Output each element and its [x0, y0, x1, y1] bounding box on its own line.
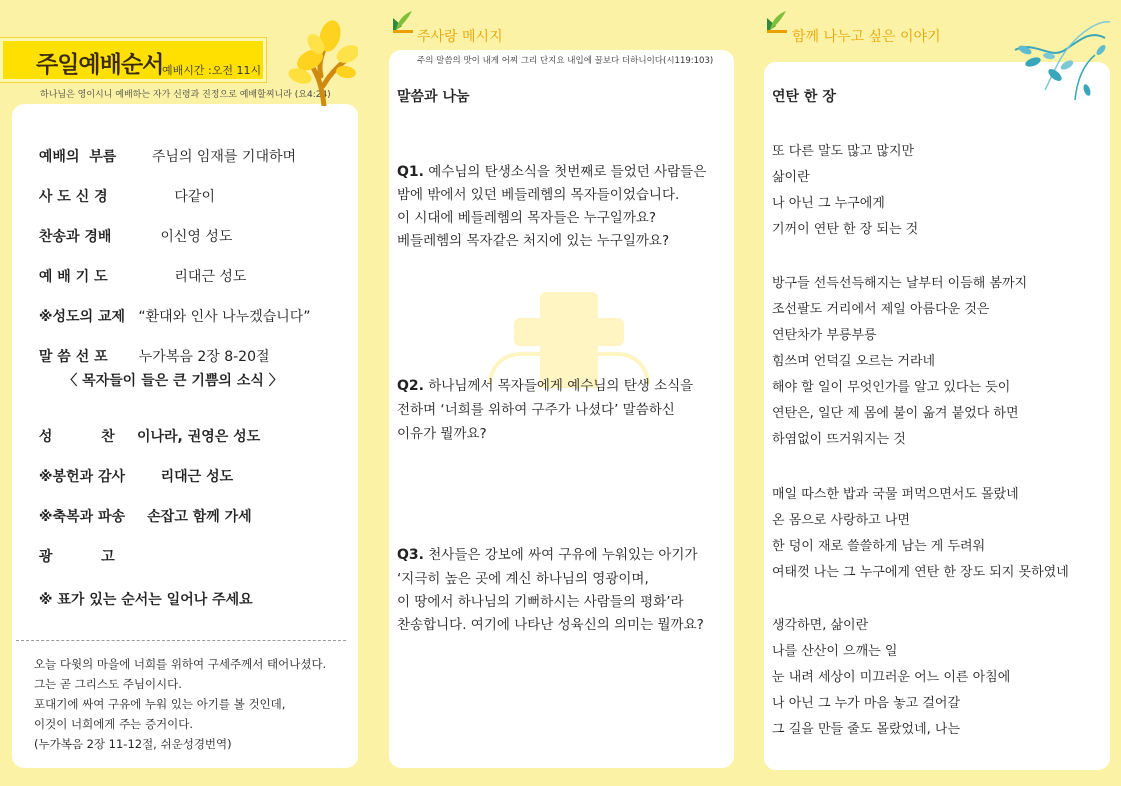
- footer-line: 그는 곧 그리스도 주님이시다.: [34, 677, 182, 691]
- order-label: ※봉헌과 감사: [38, 469, 126, 485]
- order-value: 주님의 임재를 기대하며: [151, 149, 297, 165]
- order-value: 리대근 성도: [160, 469, 234, 485]
- poem-line: 하염없이 뜨거워지는 것: [772, 432, 906, 447]
- poem-line: 조선팔도 거리에서 제일 아름다운 것은: [772, 302, 990, 317]
- poem-line: 해야 할 일이 무엇인가를 알고 있다는 듯이: [772, 380, 1011, 395]
- order-row: [30, 130, 296, 166]
- service-time: 예배시간 :오전 11시: [162, 64, 262, 77]
- question-line: 밤에 밖에서 있던 베들레헴의 목자들이었습니다.: [397, 187, 680, 203]
- poem-line: 연탄은, 일단 제 몸에 불이 옮겨 붙었다 하면: [772, 406, 1019, 421]
- order-row: [30, 410, 260, 446]
- question-line: 베들레헴의 목자같은 처지에 있는 누구일까요?: [397, 233, 670, 249]
- question-number: Q1.: [397, 164, 424, 180]
- section-header: 함께 나누고 싶은 이야기: [792, 29, 941, 45]
- poem-line: 나를 산산이 으깨는 일: [772, 644, 898, 659]
- footer-line: 이것이 너희에게 주는 증거이다.: [34, 717, 194, 731]
- leaf-icon: [390, 8, 414, 34]
- order-row: [30, 170, 215, 206]
- order-row: [30, 450, 233, 486]
- poem-line: 힘쓰며 언덕길 오르는 거라네: [772, 354, 936, 369]
- poem-line: 매일 따스한 밥과 국물 퍼먹으면서도 몰랐네: [772, 487, 1019, 502]
- order-label: 예 배 기 도: [38, 269, 108, 285]
- question-line: 전하며 ‘너희를 위하여 구주가 나셨다’ 말씀하신: [397, 402, 675, 418]
- footer-line: 오늘 다윗의 마을에 너희를 위하여 구세주께서 태어나셨다.: [34, 657, 327, 671]
- poem-line: 눈 내려 세상이 미끄러운 어느 이른 아침에: [772, 670, 1011, 685]
- question-line: 이유가 뭘까요?: [397, 426, 487, 442]
- poem-line: 나 아닌 그 누가 마음 놓고 걸어갈: [772, 696, 961, 711]
- poem-line: 연탄차가 부릉부릉: [772, 328, 877, 343]
- order-label: ※ 표가 있는 순서는 일어나 주세요: [38, 592, 253, 608]
- poem-line: 온 몸으로 사랑하고 나면: [772, 513, 910, 528]
- order-value: 다같이: [174, 189, 215, 205]
- question-line: 이 땅에서 하나님의 기뻐하시는 사람들의 평화’라: [397, 594, 684, 610]
- poem-line: 그 길을 만들 줄도 몰랐었네, 나는: [772, 722, 961, 737]
- swirl-illustration: [1005, 10, 1115, 110]
- section-header: 주사랑 메시지: [417, 29, 503, 45]
- divider: [16, 640, 346, 641]
- order-value: 이나라, 권영은 성도: [136, 429, 261, 445]
- question-number: Q3.: [397, 547, 424, 563]
- order-row: [30, 290, 311, 326]
- poem-line: 기꺼이 연탄 한 장 되는 것: [772, 222, 919, 237]
- question-line: [397, 543, 698, 563]
- order-label: 말 씀 선 포: [38, 349, 108, 365]
- order-label: 광 고: [38, 549, 115, 565]
- order-value: “환대와 인사 나누겠습니다”: [138, 309, 311, 325]
- poem-line: 여태껏 나는 그 누구에게 연탄 한 장도 되지 못하였네: [772, 565, 1069, 580]
- footer-line: 포대기에 싸여 구유에 누워 있는 아기를 볼 것인데,: [34, 697, 286, 711]
- poem-line: 삶이란: [772, 170, 810, 185]
- order-row: [30, 330, 270, 366]
- order-label: ※축복과 파송: [38, 509, 126, 525]
- tree-illustration: [288, 16, 358, 106]
- order-note: [30, 573, 253, 609]
- question-text: 천사들은 강보에 싸여 구유에 누워있는 아기가: [428, 547, 698, 563]
- order-row: [30, 210, 232, 246]
- message-verse: 주의 말씀의 맛이 내게 어찌 그리 단지요 내입에 꿀보다 더하니이다(시119:103): [417, 56, 714, 66]
- title-verse: 하나님은 영이시니 예배하는 자가 신령과 진정으로 예배할찌니라 (요4:24): [40, 90, 331, 100]
- poem-line: 방구들 선득선득해지는 날부터 이듬해 봄까지: [772, 276, 1028, 291]
- order-row: [30, 530, 115, 566]
- order-row: [30, 250, 246, 286]
- message-title: 말씀과 나눔: [397, 89, 470, 105]
- question-line: 이 시대에 베들레헴의 목자들은 누구일까요?: [397, 210, 657, 226]
- poem-line: 생각하면, 삶이란: [772, 618, 869, 633]
- poem-line: 또 다른 말도 많고 많지만: [772, 144, 915, 159]
- order-label: 사 도 신 경: [38, 189, 108, 205]
- order-label: 예배의 부름: [38, 149, 117, 165]
- order-value: 이신영 성도: [160, 229, 233, 245]
- sermon-title: 〈 목자들이 들은 큰 기쁨의 소식 〉: [63, 373, 283, 389]
- poem-line: 한 덩이 재로 쓸쓸하게 남는 게 두려워: [772, 539, 986, 554]
- order-value: 손잡고 함께 가세: [147, 509, 252, 525]
- cross-illustration: [514, 318, 624, 346]
- order-row: [30, 490, 252, 526]
- order-value: 리대근 성도: [174, 269, 247, 285]
- poem-title: 연탄 한 장: [772, 89, 836, 105]
- poem-line: 나 아닌 그 누구에게: [772, 196, 885, 211]
- page-title: 주일예배순서: [36, 52, 164, 78]
- question-line: [397, 374, 693, 394]
- footer-line: (누가복음 2장 11-12절, 쉬운성경번역): [34, 737, 232, 751]
- leaf-icon: [764, 8, 788, 34]
- question-text: 하나님께서 목자들에게 예수님의 탄생 소식을: [428, 378, 694, 394]
- question-line: [397, 160, 706, 180]
- order-label: 찬송과 경배: [38, 229, 112, 245]
- question-text: 예수님의 탄생소식을 첫번째로 들었던 사람들은: [428, 164, 707, 180]
- question-line: ‘지극히 높은 곳에 계신 하나님의 영광이며,: [397, 571, 649, 587]
- order-label: 성 찬: [38, 429, 115, 445]
- order-label: ※성도의 교제: [38, 309, 126, 325]
- question-line: 찬송합니다. 여기에 나타난 성육신의 의미는 뭘까요?: [397, 617, 704, 633]
- order-value: 누가복음 2장 8-20절: [138, 349, 270, 365]
- question-number: Q2.: [397, 378, 424, 394]
